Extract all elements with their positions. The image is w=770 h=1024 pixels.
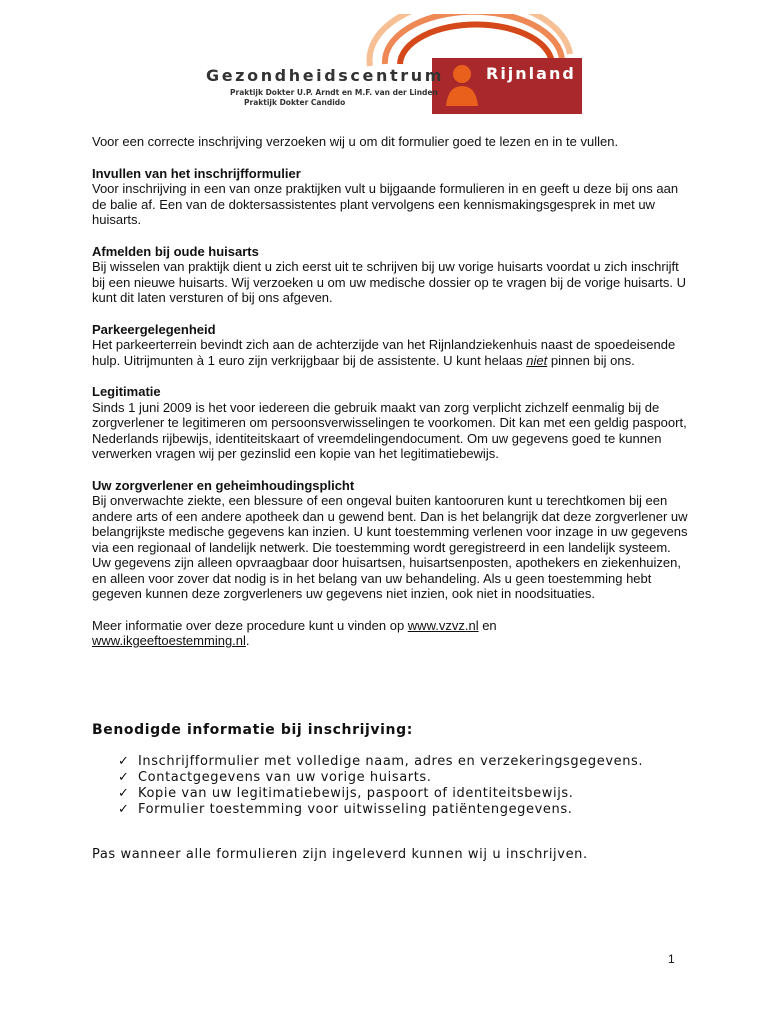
emphasis-niet: niet <box>526 352 548 368</box>
checklist-item-text: Inschrijfformulier met volledige naam, adres en verzekeringsgegevens. <box>138 754 644 769</box>
checklist-item-text: Contactgegevens van uw vorige huisarts. <box>138 770 432 785</box>
section-body: Voor inschrijving in een van onze praktijken vult u bijgaande formulieren in en geeft u deze bij ons aan de balie af. Een van de doktersassistentes plant vervolgens een kennismakingsgesprek in met uw huisarts. <box>92 181 679 227</box>
section-body <box>92 337 692 368</box>
link-vzvz[interactable]: www.vzvz.nl <box>407 617 479 633</box>
section-afmelden <box>92 244 692 306</box>
section-title: Uw zorgverlener en geheimhoudingsplicht <box>92 477 355 493</box>
section-title: Afmelden bij oude huisarts <box>92 243 259 259</box>
document-body <box>92 134 692 649</box>
section-body: Bij onverwachte ziekte, een blessure of een ongeval buiten kantooruren kunt u terechtkomen bij een andere arts of een andere apotheek dan u gewend bent. Dan is het belangrijk dat deze zorgverlener uw belangrijkste medische gegevens kan inzien. U kunt toestemming verlenen voor inzage in uw gegevens via een regionaal of landelijk netwerk. Die toestemming wordt geregistreerd in een landelijk systeem. Uw gegevens zijn alleen opvraagbaar door huisartsen, huisartsenposten, apothekers en ziekenhuizen, en alleen voor zover dat nodig is in het belang van uw behandeling. Als u geen toestemming hebt gegeven kunnen deze zorgverleners uw gegevens niet inzien, ook niet in noodsituaties. <box>92 493 688 601</box>
check-icon: ✓ <box>118 802 130 817</box>
section-legitimatie <box>92 384 692 462</box>
more-info <box>92 618 692 649</box>
section-parkeren <box>92 322 692 369</box>
section-title: Invullen van het inschrijfformulier <box>92 165 301 181</box>
section-title: Parkeergelegenheid <box>92 321 216 337</box>
page-number: 1 <box>668 952 675 966</box>
check-icon: ✓ <box>118 754 130 769</box>
checklist-item-text: Formulier toestemming voor uitwisseling patiëntengegevens. <box>138 802 573 817</box>
benodigde-title: Benodigde informatie bij inschrijving: <box>92 722 413 738</box>
more-info-text: . <box>245 633 250 648</box>
checklist-item <box>118 802 643 818</box>
logo <box>200 14 590 124</box>
section-geheimhouding <box>92 478 692 602</box>
closing-text: Pas wanneer alle formulieren zijn ingeleverd kunnen wij u inschrijven. <box>92 847 588 862</box>
logo-name: Gezondheidscentrum <box>206 66 444 85</box>
section-body-text: pinnen bij ons. <box>547 352 635 368</box>
checklist-item-text: Kopie van uw legitimatiebewijs, paspoort of identiteitsbewijs. <box>138 786 574 801</box>
check-icon: ✓ <box>118 770 130 785</box>
checklist <box>118 754 643 818</box>
section-body: Bij wisselen van praktijk dient u zich eerst uit te schrijven bij uw vorige huisarts voordat u zich inschrijft bij een nieuwe huisarts. Wij verzoeken u om uw medische dossier op te vragen bij de vorige huisarts. U kunt dit laten versturen of bij ons afgeven. <box>92 259 686 305</box>
section-title: Legitimatie <box>92 384 161 399</box>
more-info-text: Meer informatie over deze procedure kunt u vinden op <box>92 617 408 633</box>
section-body-text: Het parkeerterrein bevindt zich aan de achterzijde van het Rijnlandziekenhuis naast de spoedeisende hulp. Uitrijmunten à 1 euro zijn verkrijgbaar bij de assistente. U kunt helaas <box>92 337 676 368</box>
check-icon: ✓ <box>118 786 130 801</box>
more-info-text: en <box>478 617 497 633</box>
intro-text: Voor een correcte inschrijving verzoeken wij u om dit formulier goed te lezen en in te vullen. <box>92 134 619 149</box>
link-ikgeeftoestemming[interactable]: www.ikgeeftoestemming.nl <box>92 633 246 648</box>
checklist-item <box>118 770 643 786</box>
section-invullen <box>92 166 692 228</box>
section-body: Sinds 1 juni 2009 is het voor iedereen die gebruik maakt van zorg verplicht zichzelf eenmalig bij de zorgverlener te legitimeren om persoonsverwisselingen te voorkomen. Dit kan met een geldig paspoort, Nederlands rijbewijs, identiteitskaart of vreemdelingendocument. Om uw gegevens goed te kunnen verwerken vragen wij per gezinslid een kopie van het legitimatiebewijs. <box>92 399 687 461</box>
logo-subtitle-2: Praktijk Dokter Candido <box>244 98 346 107</box>
checklist-item <box>118 786 643 802</box>
logo-box-text: Rijnland <box>486 64 576 83</box>
checklist-item <box>118 754 643 770</box>
logo-subtitle-1: Praktijk Dokter U.P. Arndt en M.F. van der Linden <box>230 88 438 97</box>
